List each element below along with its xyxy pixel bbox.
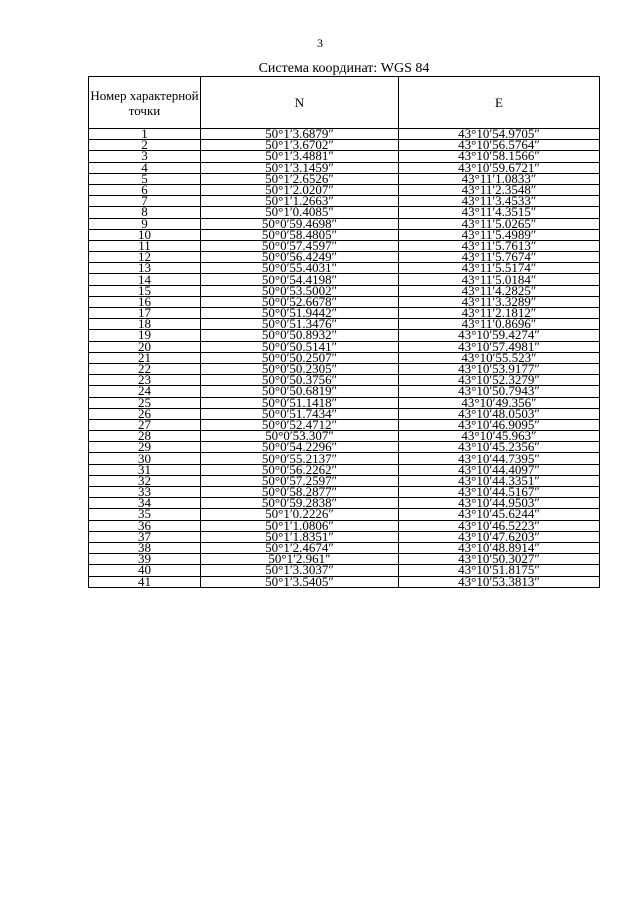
point-number-cell: 16 (89, 296, 201, 307)
point-number-cell: 12 (89, 252, 201, 263)
longitude-cell: 43°10′55.523″ (399, 352, 600, 363)
longitude-cell: 43°10′48.0503″ (399, 408, 600, 419)
latitude-cell: 50°1′3.6702″ (201, 140, 399, 151)
latitude-cell: 50°0′50.8932″ (201, 330, 399, 341)
longitude-cell: 43°10′52.3279″ (399, 375, 600, 386)
point-number-cell: 7 (89, 196, 201, 207)
table-row (89, 252, 600, 263)
point-number-cell: 6 (89, 184, 201, 195)
latitude-cell: 50°0′50.6819″ (201, 386, 399, 397)
latitude-cell: 50°0′50.2507″ (201, 352, 399, 363)
point-number-cell: 40 (89, 565, 201, 576)
longitude-cell: 43°10′51.8175″ (399, 565, 600, 576)
latitude-cell: 50°1′3.5405″ (201, 576, 399, 587)
latitude-cell: 50°0′50.5141″ (201, 341, 399, 352)
point-number-cell: 11 (89, 240, 201, 251)
latitude-cell: 50°0′58.2877″ (201, 487, 399, 498)
latitude-cell: 50°1′1.8351″ (201, 531, 399, 542)
longitude-cell: 43°11′2.3548″ (399, 184, 600, 195)
longitude-cell: 43°10′44.4097″ (399, 464, 600, 475)
table-row (89, 263, 600, 274)
latitude-cell: 50°0′52.4712″ (201, 419, 399, 430)
latitude-cell: 50°0′59.4698″ (201, 218, 399, 229)
table-row (89, 218, 600, 229)
point-number-cell: 1 (89, 129, 201, 140)
longitude-cell: 43°11′5.0265″ (399, 218, 600, 229)
longitude-cell: 43°10′58.1566″ (399, 151, 600, 162)
longitude-cell: 43°11′2.1812″ (399, 308, 600, 319)
table-row (89, 207, 600, 218)
table-row (89, 576, 600, 587)
table-row (89, 419, 600, 430)
latitude-cell: 50°1′2.0207″ (201, 184, 399, 195)
latitude-cell: 50°0′54.2296″ (201, 442, 399, 453)
table-row (89, 509, 600, 520)
latitude-cell: 50°1′0.2226″ (201, 509, 399, 520)
table-row (89, 542, 600, 553)
latitude-cell: 50°0′53.5002″ (201, 285, 399, 296)
table-row (89, 196, 600, 207)
latitude-cell: 50°1′2.961″ (201, 554, 399, 565)
latitude-cell: 50°0′59.2838″ (201, 498, 399, 509)
longitude-cell: 43°10′50.3027″ (399, 554, 600, 565)
longitude-cell: 43°11′5.5174″ (399, 263, 600, 274)
longitude-cell: 43°11′4.3515″ (399, 207, 600, 218)
latitude-cell: 50°1′3.4881″ (201, 151, 399, 162)
latitude-cell: 50°1′1.0806″ (201, 520, 399, 531)
longitude-cell: 43°10′44.5167″ (399, 487, 600, 498)
point-number-cell: 25 (89, 397, 201, 408)
point-number-cell: 3 (89, 151, 201, 162)
longitude-cell: 43°10′54.9705″ (399, 129, 600, 140)
longitude-cell: 43°10′44.3351″ (399, 475, 600, 486)
header-e: E (399, 77, 600, 129)
point-number-cell: 24 (89, 386, 201, 397)
latitude-cell: 50°0′56.2262″ (201, 464, 399, 475)
longitude-cell: 43°10′45.6244″ (399, 509, 600, 520)
longitude-cell: 43°11′0.8696″ (399, 319, 600, 330)
table-row (89, 464, 600, 475)
table-row (89, 397, 600, 408)
latitude-cell: 50°0′51.7434″ (201, 408, 399, 419)
table-row (89, 487, 600, 498)
table-row (89, 453, 600, 464)
coordinates-table (88, 76, 600, 588)
longitude-cell: 43°10′59.6721″ (399, 162, 600, 173)
point-number-cell: 39 (89, 554, 201, 565)
latitude-cell: 50°0′52.6678″ (201, 296, 399, 307)
coordinate-system-caption: Система координат: WGS 84 (258, 61, 430, 76)
longitude-cell: 43°11′1.0833″ (399, 173, 600, 184)
point-number-cell: 38 (89, 542, 201, 553)
point-number-cell: 9 (89, 218, 201, 229)
latitude-cell: 50°1′3.6879″ (201, 129, 399, 140)
longitude-cell: 43°10′50.7943″ (399, 386, 600, 397)
table-row (89, 240, 600, 251)
table-row (89, 520, 600, 531)
point-number-cell: 27 (89, 419, 201, 430)
longitude-cell: 43°11′5.7674″ (399, 252, 600, 263)
table-row (89, 531, 600, 542)
point-number-cell: 29 (89, 442, 201, 453)
latitude-cell: 50°1′1.2663″ (201, 196, 399, 207)
point-number-cell: 36 (89, 520, 201, 531)
point-number-cell: 10 (89, 229, 201, 240)
latitude-cell: 50°0′57.2597″ (201, 475, 399, 486)
point-number-cell: 41 (89, 576, 201, 587)
table-row (89, 554, 600, 565)
longitude-cell: 43°10′57.4981″ (399, 341, 600, 352)
longitude-cell: 43°10′46.5223″ (399, 520, 600, 531)
table-row (89, 408, 600, 419)
longitude-cell: 43°10′47.6203″ (399, 531, 600, 542)
point-number-cell: 22 (89, 363, 201, 374)
latitude-cell: 50°1′3.1459″ (201, 162, 399, 173)
table-row (89, 319, 600, 330)
point-number-cell: 23 (89, 375, 201, 386)
latitude-cell: 50°0′56.4249″ (201, 252, 399, 263)
point-number-cell: 37 (89, 531, 201, 542)
point-number-cell: 19 (89, 330, 201, 341)
point-number-cell: 8 (89, 207, 201, 218)
point-number-cell: 2 (89, 140, 201, 151)
table-row (89, 151, 600, 162)
longitude-cell: 43°11′3.4533″ (399, 196, 600, 207)
table-row (89, 341, 600, 352)
latitude-cell: 50°0′55.2137″ (201, 453, 399, 464)
point-number-cell: 26 (89, 408, 201, 419)
longitude-cell: 43°10′44.7395″ (399, 453, 600, 464)
longitude-cell: 43°11′3.3289″ (399, 296, 600, 307)
point-number-cell: 21 (89, 352, 201, 363)
table-row (89, 129, 600, 140)
table-row (89, 184, 600, 195)
point-number-cell: 4 (89, 162, 201, 173)
longitude-cell: 43°10′56.5764″ (399, 140, 600, 151)
point-number-cell: 14 (89, 274, 201, 285)
latitude-cell: 50°0′51.1418″ (201, 397, 399, 408)
latitude-cell: 50°1′3.3037″ (201, 565, 399, 576)
table-row (89, 475, 600, 486)
table-row (89, 565, 600, 576)
latitude-cell: 50°0′57.4597″ (201, 240, 399, 251)
table-row (89, 363, 600, 374)
table-row (89, 308, 600, 319)
table-row (89, 352, 600, 363)
point-number-cell: 30 (89, 453, 201, 464)
table-row (89, 442, 600, 453)
longitude-cell: 43°11′5.4989″ (399, 229, 600, 240)
table-body (89, 129, 600, 588)
table-row (89, 173, 600, 184)
table-header-row (89, 77, 600, 129)
latitude-cell: 50°0′51.9442″ (201, 308, 399, 319)
point-number-cell: 34 (89, 498, 201, 509)
table-row (89, 162, 600, 173)
longitude-cell: 43°10′45.963″ (399, 431, 600, 442)
longitude-cell: 43°11′5.7613″ (399, 240, 600, 251)
point-number-cell: 18 (89, 319, 201, 330)
longitude-cell: 43°10′45.2356″ (399, 442, 600, 453)
table-row (89, 285, 600, 296)
page-number: 3 (317, 36, 323, 50)
point-number-cell: 28 (89, 431, 201, 442)
table-row (89, 140, 600, 151)
point-number-cell: 20 (89, 341, 201, 352)
table-row (89, 274, 600, 285)
longitude-cell: 43°10′53.9177″ (399, 363, 600, 374)
point-number-cell: 5 (89, 173, 201, 184)
latitude-cell: 50°1′2.4674″ (201, 542, 399, 553)
latitude-cell: 50°0′50.2305″ (201, 363, 399, 374)
longitude-cell: 43°10′53.3813″ (399, 576, 600, 587)
longitude-cell: 43°11′4.2825″ (399, 285, 600, 296)
longitude-cell: 43°10′59.4274″ (399, 330, 600, 341)
longitude-cell: 43°10′48.8914″ (399, 542, 600, 553)
point-number-cell: 15 (89, 285, 201, 296)
longitude-cell: 43°10′49.356″ (399, 397, 600, 408)
table-row (89, 330, 600, 341)
latitude-cell: 50°1′2.6526″ (201, 173, 399, 184)
latitude-cell: 50°0′55.4031″ (201, 263, 399, 274)
latitude-cell: 50°0′51.3476″ (201, 319, 399, 330)
table-row (89, 296, 600, 307)
point-number-cell: 13 (89, 263, 201, 274)
point-number-cell: 33 (89, 487, 201, 498)
longitude-cell: 43°11′5.0184″ (399, 274, 600, 285)
latitude-cell: 50°1′0.4085″ (201, 207, 399, 218)
latitude-cell: 50°0′53.307″ (201, 431, 399, 442)
longitude-cell: 43°10′44.9503″ (399, 498, 600, 509)
point-number-cell: 35 (89, 509, 201, 520)
table-row (89, 386, 600, 397)
longitude-cell: 43°10′46.9095″ (399, 419, 600, 430)
header-point-number: Номер характерной точки (89, 77, 201, 129)
table-row (89, 431, 600, 442)
header-n: N (201, 77, 399, 129)
table-row (89, 375, 600, 386)
point-number-cell: 17 (89, 308, 201, 319)
latitude-cell: 50°0′54.4198″ (201, 274, 399, 285)
table-row (89, 498, 600, 509)
point-number-cell: 31 (89, 464, 201, 475)
table-row (89, 229, 600, 240)
latitude-cell: 50°0′58.4805″ (201, 229, 399, 240)
point-number-cell: 32 (89, 475, 201, 486)
latitude-cell: 50°0′50.3756″ (201, 375, 399, 386)
